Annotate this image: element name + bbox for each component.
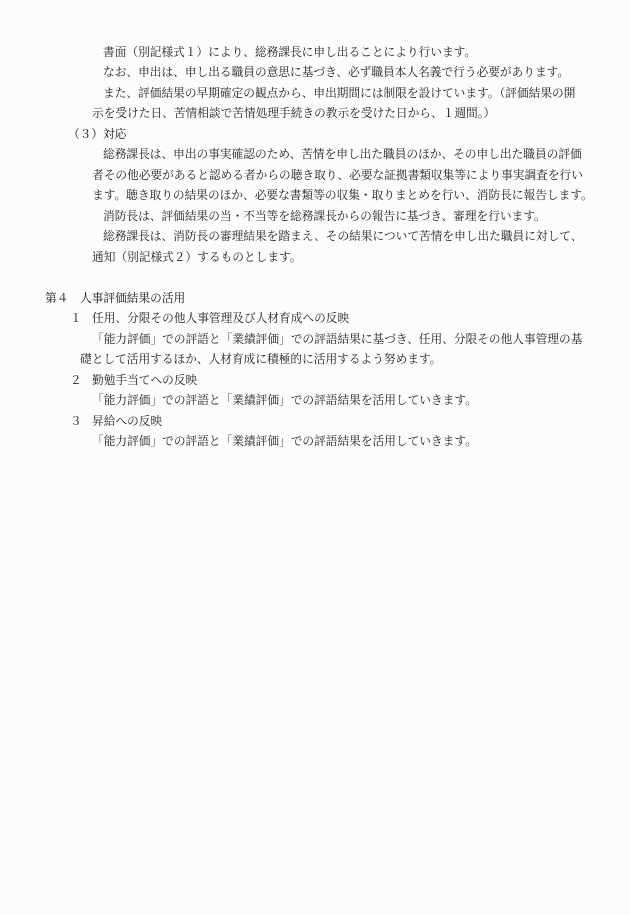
section-number: 第４ bbox=[45, 290, 69, 305]
paragraph-line: 「能力評価」での評語と「業績評価」での評語結果を活用していきます。 bbox=[92, 393, 477, 408]
item-number: ３ bbox=[70, 413, 82, 428]
subsection-title: 対応 bbox=[103, 126, 127, 141]
paragraph-line: 「能力評価」での評語と「業績評価」での評語結果に基づき、任用、分限その他人事管理の基 bbox=[92, 331, 583, 346]
subsection-number: （３） bbox=[68, 126, 104, 141]
item-number: １ bbox=[70, 311, 82, 326]
paragraph-line: 礎として活用するほか、人材育成に積極的に活用するよう努めます。 bbox=[80, 352, 442, 367]
paragraph-line: 総務課長は、消防長の審理結果を踏まえ、その結果について苦情を申し出た職員に対して、 bbox=[103, 229, 583, 244]
paragraph-line: なお、申出は、申し出る職員の意思に基づき、必ず職員本人名義で行う必要があります。 bbox=[103, 65, 570, 80]
item-title: 勤勉手当てへの反映 bbox=[92, 372, 198, 387]
item-number: ２ bbox=[70, 372, 82, 387]
paragraph-line: また、評価結果の早期確定の観点から、申出期間には制限を設けています。（評価結果の開 bbox=[103, 85, 576, 100]
paragraph-line: 消防長は、評価結果の当・不当等を総務課長からの報告に基づき、審理を行います。 bbox=[103, 208, 546, 223]
paragraph-line: ます。聴き取りの結果のほか、必要な書類等の収集・取りまとめを行い、消防長に報告します。 bbox=[92, 188, 593, 203]
paragraph-line: 「能力評価」での評語と「業績評価」での評語結果を活用していきます。 bbox=[92, 434, 477, 449]
paragraph-line: 書面（別記様式１）により、総務課長に申し出ることにより行います。 bbox=[103, 44, 477, 59]
paragraph-line: 示を受けた日、苦情相談で苦情処理手続きの教示を受けた日から、１週間。） bbox=[92, 106, 496, 121]
item-title: 任用、分限その他人事管理及び人材育成への反映 bbox=[92, 311, 350, 326]
paragraph-line: 通知（別記様式２）するものとします。 bbox=[92, 249, 302, 264]
item-title: 昇給への反映 bbox=[92, 413, 163, 428]
section-title: 人事評価結果の活用 bbox=[80, 290, 186, 305]
paragraph-line: 者その他必要があると認める者からの聴き取り、必要な証拠書類収集等により事実調査を行い bbox=[92, 167, 583, 182]
paragraph-line: 総務課長は、申出の事実確認のため、苦情を申し出た職員のほか、その申し出た職員の評価 bbox=[103, 147, 582, 162]
